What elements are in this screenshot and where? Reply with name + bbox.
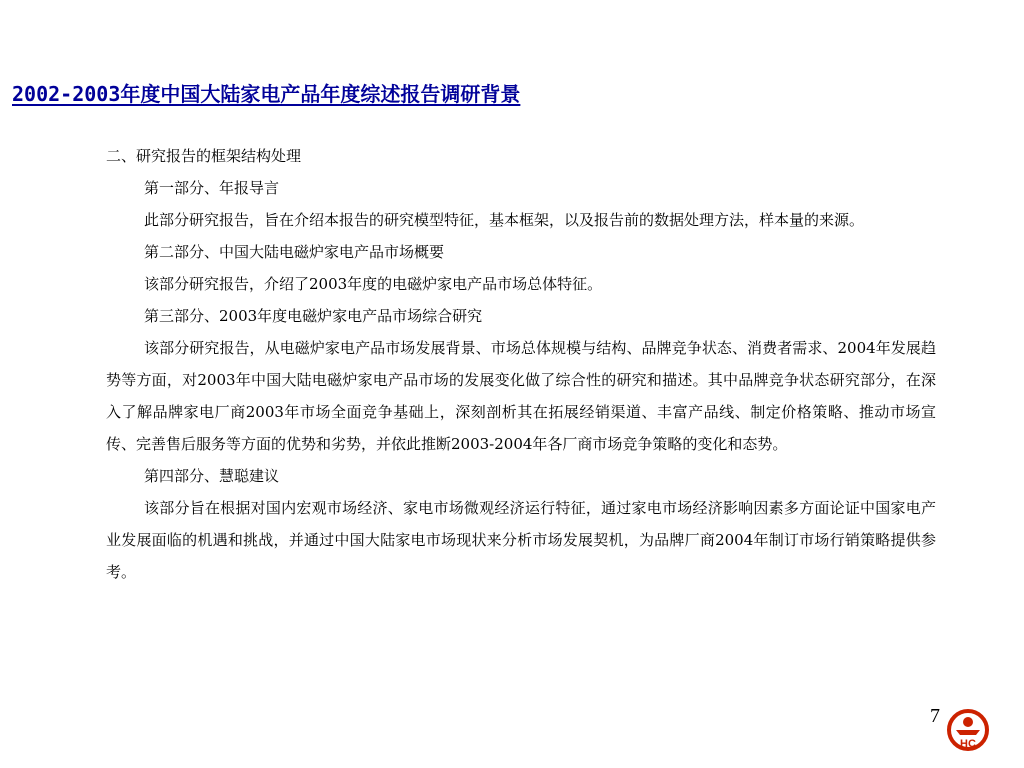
page-title: 2002-2003年度中国大陆家电产品年度综述报告调研背景 [12, 82, 521, 106]
part-4-heading: 第四部分、慧聪建议 [144, 467, 280, 485]
part-3-heading: 第三部分、2003年度电磁炉家电产品市场综合研究 [144, 307, 483, 325]
page-number: 7 [930, 705, 940, 727]
hc-logo-icon [946, 708, 990, 752]
logo-text: HC [960, 738, 976, 750]
part-1-heading: 第一部分、年报导言 [144, 179, 280, 197]
part-3-description: 该部分研究报告，从电磁炉家电产品市场发展背景、市场总体规模与结构、品牌竞争状态、消费者需求、2004年发展趋势等方面，对2003年中国大陆电磁炉家电产品市场的发展变化做了综合性的研究和描述。其中品牌竞争状态研究部分，在深入了解品牌家电厂商2003年市场全面竞争基础上，深刻剖析其在拓展经销渠道、丰富产品线、制定价格策略、推动市场宣传、完善售后服务等方面的优势和劣势，并依此推断2003-2004年各厂商市场竞争策略的变化和态势。 [106, 339, 936, 453]
part-2-heading: 第二部分、中国大陆电磁炉家电产品市场概要 [144, 243, 445, 261]
report-body [106, 140, 936, 588]
part-4-description: 该部分旨在根据对国内宏观市场经济、家电市场微观经济运行特征，通过家电市场经济影响因素多方面论证中国家电产业发展面临的机遇和挑战，并通过中国大陆家电市场现状来分析市场发展契机，为品牌厂商2004年制订市场行销策略提供参考。 [106, 499, 936, 581]
section-heading: 二、研究报告的框架结构处理 [106, 147, 302, 165]
part-1-description: 此部分研究报告，旨在介绍本报告的研究模型特征，基本框架，以及报告前的数据处理方法，样本量的来源。 [144, 211, 865, 229]
part-2-description: 该部分研究报告，介绍了2003年度的电磁炉家电产品市场总体特征。 [144, 275, 603, 293]
